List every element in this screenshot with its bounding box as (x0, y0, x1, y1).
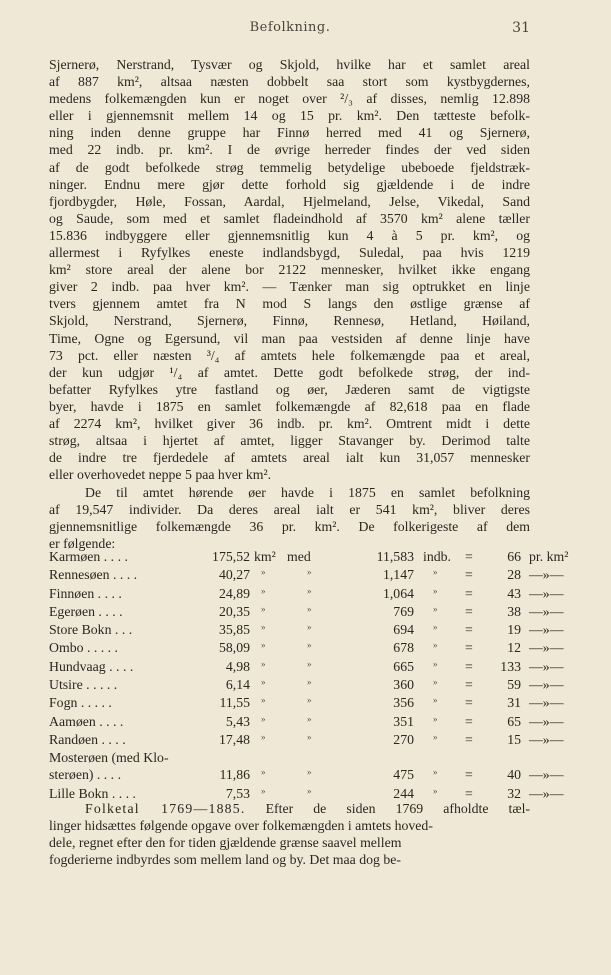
table-row (49, 731, 564, 750)
ditto-mark: » (307, 658, 312, 669)
equals-sign: = (465, 567, 473, 583)
density-ditto: —»— (529, 731, 564, 747)
island-area: 11,55 (219, 695, 250, 711)
equals-sign: = (465, 549, 473, 564)
island-name: Store Bokn . . . (49, 622, 133, 638)
ditto-mark: » (261, 713, 266, 724)
page-header (50, 20, 530, 40)
island-area: 11,86 (219, 767, 250, 783)
ditto-mark: » (307, 677, 312, 688)
island-population: 356 (393, 695, 414, 711)
ditto-mark: » (307, 585, 312, 596)
equals-sign: = (465, 640, 473, 656)
equals-sign: = (465, 731, 473, 747)
ditto-mark: » (261, 603, 266, 614)
text-line: af 2274 km², hvilket giver 36 indb. pr. km². Omtrent midt i dette (49, 415, 530, 431)
island-name: Egerøen . . . . (49, 603, 123, 619)
table-row (49, 750, 564, 786)
table-row (49, 677, 564, 695)
word-indb: indb. (423, 549, 451, 564)
island-density: 43 (507, 585, 521, 601)
island-area: 6,14 (225, 677, 250, 693)
ditto-mark: » (261, 786, 266, 797)
island-name: Hundvaag . . . . (49, 658, 134, 674)
island-population: 665 (393, 658, 414, 674)
ditto-mark: » (307, 695, 312, 706)
unit-density: pr. km² (529, 549, 569, 564)
island-density: 65 (507, 713, 521, 729)
ditto-mark: » (433, 603, 438, 614)
ditto-mark: » (433, 713, 438, 724)
text-line: eller overhovedet neppe 5 paa hver km². (49, 467, 272, 483)
island-density: 40 (507, 767, 521, 783)
paragraph-folketal (49, 800, 530, 868)
table-row (49, 549, 569, 567)
text-line: linger hidsættes følgende opgave over folkemængden i amtets hoved- (49, 818, 433, 834)
island-population: 1,064 (382, 585, 414, 601)
paragraph-population-regions (49, 56, 530, 483)
text-line: af 19,547 individer. Da deres areal ialt er 541 km², bliver deres (49, 502, 530, 518)
ditto-mark: » (307, 640, 312, 651)
island-population-table (49, 549, 569, 805)
island-population: 1,147 (382, 567, 414, 583)
ditto-mark: » (261, 622, 266, 633)
word-med: med (287, 549, 311, 564)
equals-sign: = (465, 622, 473, 638)
ditto-mark: » (307, 603, 312, 614)
density-ditto: —»— (529, 713, 564, 729)
ditto-mark: » (261, 567, 266, 578)
equals-sign: = (465, 603, 473, 619)
island-density: 12 (507, 640, 521, 656)
running-title: Befolkning. (249, 20, 331, 35)
island-area: 7,53 (225, 786, 250, 802)
ditto-mark: » (261, 658, 266, 669)
density-ditto: —»— (529, 677, 564, 693)
density-ditto: —»— (529, 603, 564, 619)
island-density: 31 (507, 695, 521, 711)
text-line: fogderierne indbyrdes som mellem land og by. Det maa dog be- (49, 852, 401, 868)
text-line: er følgende: (49, 536, 116, 552)
equals-sign: = (465, 585, 473, 601)
text-line: Skjold, Nerstrand, Sjernerø, Finnø, Rennesø, Hetland, Høiland, (49, 313, 530, 329)
text-line: fjordbygder, Høle, Fossan, Aardal, Hjelmeland, Jelse, Vikedal, Sand (49, 193, 530, 209)
text-line: med 22 indb. pr. km². I de øvrige herreder findes der ved siden (49, 142, 530, 158)
density-ditto: —»— (529, 767, 564, 783)
island-area: 17,48 (218, 731, 250, 747)
island-name: Utsire . . . . . (49, 677, 118, 693)
island-area: 4,98 (225, 658, 250, 674)
ditto-mark: » (433, 695, 438, 706)
ditto-mark: » (433, 677, 438, 688)
text-line: allermest i Ryfylkes eneste indlandsbygd, Suledal, paa hvis 1219 (49, 245, 530, 261)
ditto-mark: » (433, 767, 438, 778)
equals-sign: = (465, 695, 473, 711)
text-line: km² store areal der alene bor 2122 mennesker, hvilket ikke engang (49, 262, 530, 278)
island-population: 270 (393, 731, 414, 747)
text-line: eller i gjennemsnit mellem 14 og 15 pr. km². Den tætteste befolk- (49, 108, 530, 124)
text-line: de indre tre fjerdedele af amtets areal ialt kun 31,057 mennesker (49, 450, 530, 466)
density-ditto: —»— (529, 640, 564, 656)
island-name: Aamøen . . . . (49, 713, 124, 729)
table-row (49, 622, 564, 640)
text-line: og Saude, som med et samlet fladeindhold af 3570 km² alene tæller (49, 210, 530, 226)
island-population: 360 (393, 677, 414, 693)
ditto-mark: » (307, 567, 312, 578)
text-line-part: Efter de siden 1769 afholdte tæl- (265, 801, 530, 816)
island-population: 694 (393, 622, 414, 638)
island-population: 678 (393, 640, 414, 656)
island-name: Randøen . . . . (49, 731, 126, 747)
island-population: 769 (393, 603, 414, 619)
island-density: 19 (507, 622, 521, 638)
island-name: Fogn . . . . . (49, 695, 112, 711)
text-line: Time, Ogne og Egersund, vil man paa vestsiden af denne linje have (49, 330, 530, 346)
ditto-mark: » (261, 640, 266, 651)
island-population: 351 (393, 713, 414, 729)
island-density: 59 (507, 677, 521, 693)
ditto-mark: » (433, 567, 438, 578)
page-number: 31 (512, 20, 530, 36)
ditto-mark: » (433, 622, 438, 633)
text-line: gjennemsnitlige folkemængde 36 pr. km². De folkerigeste af dem (49, 519, 530, 535)
text-line: tvers gjennem amtet fra N mod S langs den østlige grænse af (49, 296, 530, 312)
text-line: der kun udgjør ¹/₄ af amtet. Dette godt befolkede strøg, der ind- (49, 364, 530, 380)
text-line: dele, regnet efter den for tiden gjældende grænse saavel mellem (49, 835, 402, 851)
ditto-mark: » (261, 695, 266, 706)
table-row (49, 603, 564, 622)
ditto-mark: » (433, 640, 438, 651)
section-lead: Folketal 1769—1885. (85, 801, 246, 816)
ditto-mark: » (261, 677, 266, 688)
text-line: 15.836 indbyggere eller gjennemsnitlig kun 4 à 5 pr. km², og (49, 227, 530, 243)
density-ditto: —»— (529, 567, 564, 583)
text-line: byer, havde i 1875 en samlet folkemængde af 82,618 paa en flade (49, 398, 530, 414)
text-line: Sjernerø, Nerstrand, Tysvær og Skjold, hvilke har et samlet areal (49, 57, 530, 72)
island-name: Ombo . . . . . (49, 640, 118, 656)
island-name: Rennesøen . . . . (49, 567, 138, 583)
text-line: 73 pct. eller næsten ³/₄ af amtets hele folkemængde paa et areal, (49, 347, 530, 363)
island-area: 40,27 (218, 567, 250, 583)
text-line: strøg, altsaa i hjertet af amtet, ligger Stavanger by. Derimod talte (49, 433, 530, 449)
island-density: 32 (507, 786, 521, 802)
unit-area: km² (254, 549, 276, 564)
island-area: 35,85 (218, 622, 250, 638)
density-ditto: —»— (529, 786, 564, 802)
text-line: ninger. Endnu mere gjør dette forhold sig gjældende i de indre (49, 176, 530, 192)
table-row (49, 567, 564, 585)
ditto-mark: » (261, 731, 266, 742)
ditto-mark: » (433, 585, 438, 596)
island-density: 38 (507, 603, 521, 619)
island-area: 20,35 (218, 603, 250, 619)
equals-sign: = (465, 677, 473, 693)
island-area: 5,43 (225, 713, 250, 729)
equals-sign: = (465, 786, 473, 802)
ditto-mark: » (307, 731, 312, 742)
island-density: 28 (507, 567, 521, 583)
text-line: af 887 km², altsaa næsten dobbelt saa stort som kystbygdernes, (49, 74, 530, 90)
density-ditto: —»— (529, 695, 564, 711)
island-area: 58,09 (218, 640, 250, 656)
ditto-mark: » (307, 767, 312, 778)
island-name: Finnøen . . . . (49, 585, 122, 601)
text-line: befatter Ryfylkes ytre fastland og øer, Jæderen samt de vigtigste (49, 381, 530, 397)
ditto-mark: » (307, 786, 312, 797)
ditto-mark: » (307, 622, 312, 633)
table-row (49, 658, 564, 677)
island-density: 66 (507, 549, 521, 564)
island-density: 133 (500, 658, 521, 674)
equals-sign: = (465, 658, 473, 674)
table-row (49, 713, 564, 732)
density-ditto: —»— (529, 585, 564, 601)
text-line: ning inden denne gruppe har Finnø herred med 41 og Sjernerø, (49, 125, 530, 141)
table-row (49, 640, 564, 658)
text-line: De til amtet hørende øer havde i 1875 en samlet befolkning (85, 485, 530, 500)
equals-sign: = (465, 767, 473, 783)
ditto-mark: » (433, 658, 438, 669)
text-line: medens folkemængden kun er noget over ²/₃ af disses, nemlig 12.898 (49, 91, 530, 107)
text-line: af de godt befolkede strøg temmelig betydelige ubeboede fjeldstræk- (49, 159, 530, 175)
island-name: Karmøen . . . . (49, 549, 128, 564)
table-row (49, 695, 564, 713)
ditto-mark: » (261, 585, 266, 596)
table-row (49, 585, 564, 604)
island-density: 15 (507, 731, 521, 747)
island-name: Mosterøen (med Klo- (49, 750, 169, 766)
island-name-cont: sterøen) . . . . (49, 767, 122, 783)
island-population: 11,583 (376, 549, 414, 564)
island-population: 475 (393, 767, 414, 783)
island-name: Lille Bokn . . . . (49, 786, 136, 802)
island-population: 244 (393, 786, 414, 802)
ditto-mark: » (433, 786, 438, 797)
density-ditto: —»— (529, 658, 564, 674)
text-line (49, 800, 530, 817)
ditto-mark: » (433, 731, 438, 742)
ditto-mark: » (307, 713, 312, 724)
equals-sign: = (465, 713, 473, 729)
island-area: 24,89 (218, 585, 250, 601)
ditto-mark: » (261, 767, 266, 778)
island-area: 175,52 (212, 549, 250, 564)
density-ditto: —»— (529, 622, 564, 638)
paragraph-islands (49, 484, 530, 552)
text-line: giver 2 indb. paa hver km². — Tænker man sig optrukket en linje (49, 279, 530, 295)
